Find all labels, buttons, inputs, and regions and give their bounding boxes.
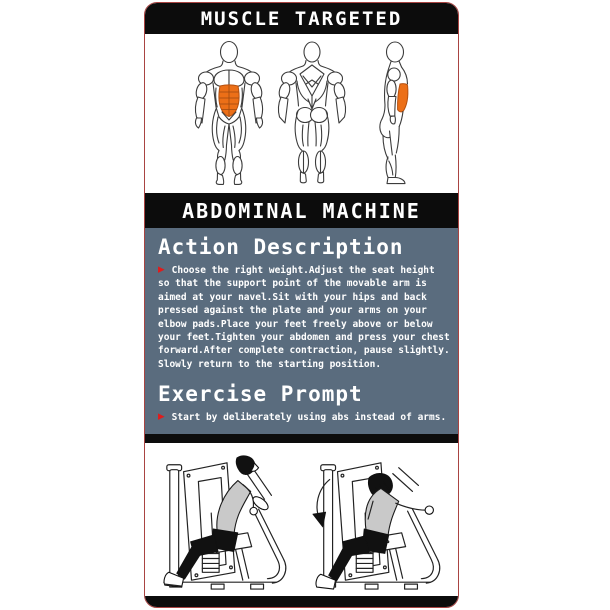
action-line: so that the support point of the movable arm is (158, 278, 427, 290)
action-line: pressed against the plate and your arms on your (158, 305, 427, 317)
action-line: Slowly return to the starting position. (158, 358, 382, 370)
abdominal-machine-banner (145, 193, 458, 228)
muscle-figure-front-icon (194, 41, 263, 184)
machine-crunch-illustration (312, 462, 439, 588)
muscle-diagram-section (145, 34, 458, 193)
muscle-targeted-title: MUSCLE TARGETED (200, 7, 403, 30)
exercise-prompt-heading: Exercise Prompt (158, 382, 363, 407)
machine-title: ABDOMINAL MACHINE (182, 198, 421, 223)
muscle-figure-side-icon (379, 42, 407, 184)
muscle-targeted-banner (145, 3, 458, 34)
action-line: elbow pads.Place your feet freely above or below (158, 318, 433, 330)
play-bullet-icon: ▶ (158, 409, 165, 423)
action-line: your feet.Tighten your abdomen and press your chest (158, 332, 450, 344)
machine-start-illustration (163, 455, 285, 588)
action-description-heading: Action Description (158, 235, 404, 259)
exercise-demo-illustration (154, 446, 450, 594)
product-infographic-card (144, 2, 459, 608)
description-panel (145, 228, 458, 434)
muscle-anatomy-diagram (176, 39, 428, 189)
action-description-text (158, 262, 450, 371)
muscle-figure-back-icon (277, 42, 346, 183)
exercise-prompt-text: ▶ Start by deliberately using abs instead of arms. (158, 409, 447, 424)
action-line: aimed at your navel.Sit with your hips and back (158, 291, 427, 303)
play-bullet-icon: ▶ (158, 262, 165, 276)
action-line: Choose the right weight.Adjust the seat height (171, 265, 435, 277)
exercise-demo-section (145, 443, 458, 596)
action-line: forward.After complete contraction, pause slightly. (158, 345, 450, 357)
section-divider-bar (145, 434, 458, 443)
card-footer-bar (145, 596, 458, 608)
